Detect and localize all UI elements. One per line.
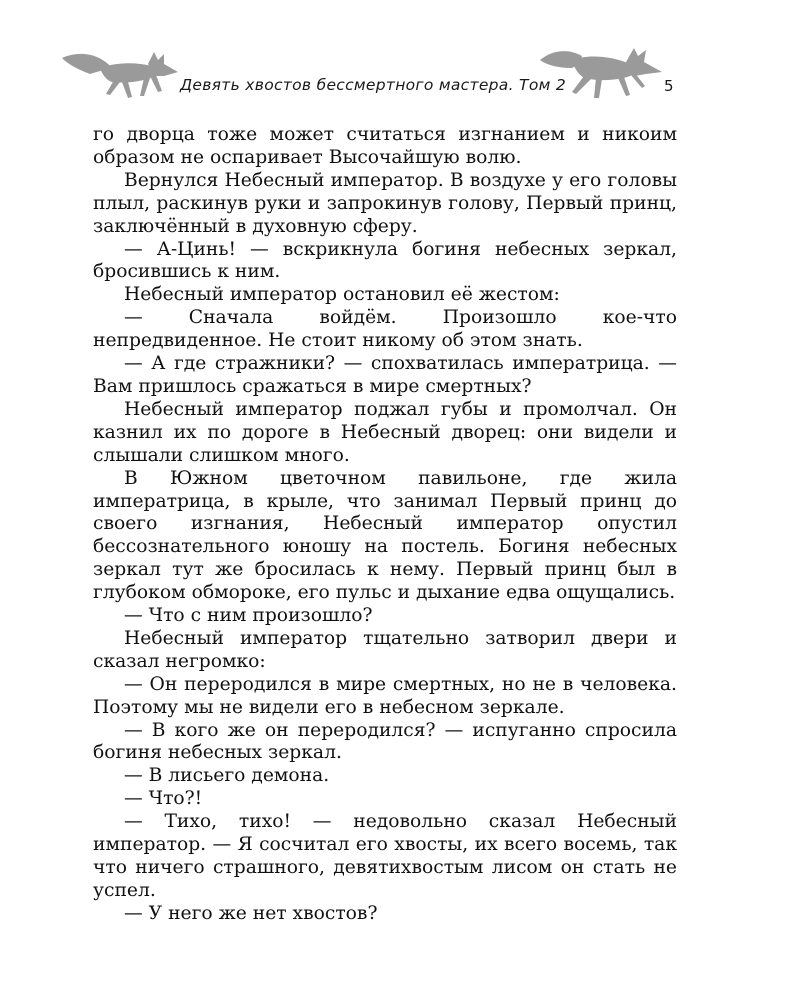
running-title: Девять хвостов бессмертного мастера. Том 2 (180, 76, 566, 94)
fox-icon-right (538, 42, 664, 102)
paragraph: Небесный император остановил её жестом: (124, 284, 560, 306)
paragraph: Вернулся Небесный император. В воздухе у его головы плыл, раскинув руки и запрокинув голову, Первый принц, заключённый в духовную сферу. (93, 169, 677, 237)
paragraph: — У него же нет хвостов? (124, 902, 378, 924)
paragraph: — А-Цинь! — вскрикнула богиня небесных зеркал, бросившись к ним. (93, 238, 677, 283)
paragraph: В Южном цветочном павильоне, где жила императрица, в крыле, что занимал Первый принц до своего изгнания, Небесный император опустил бессознательного юношу на постель. Богиня небесных зеркал тут же бросилась к нему. Первый принц был в глубоком обмороке, его пульс и дыхание едва ощущались. (93, 467, 677, 604)
page-header (0, 0, 800, 120)
paragraph: Небесный император поджал губы и промолчал. Он казнил их по дороге в Небесный дворец: они видели и слышали слишком много. (93, 398, 677, 466)
paragraph: — Сначала войдём. Произошло кое-что непредвиденное. Не стоит никому об этом знать. (93, 307, 677, 352)
paragraph: го дворца тоже может считаться изгнанием и никоим образом не оспаривает Высочайшую волю. (93, 124, 677, 168)
paragraph: — А где стражники? — спохватилась императрица. — Вам пришлось сражаться в мире смертных? (93, 353, 677, 397)
paragraph: — В лисьего демона. (124, 765, 330, 787)
page-number: 5 (664, 77, 674, 95)
paragraph: — Он переродился в мире смертных, но не в человека. Поэтому мы не видели его в небесном зеркале. (93, 673, 677, 718)
paragraph: — В кого же он переродился? — испуганно спросила богиня небесных зеркал. (93, 719, 677, 764)
paragraph: — Что с ним произошло? (124, 605, 373, 627)
fox-icon-left (60, 44, 180, 102)
paragraph: Небесный император тщательно затворил двери и сказал негромко: (93, 627, 677, 672)
paragraph: — Что?! (124, 788, 203, 810)
body-text (93, 124, 677, 926)
paragraph: — Тихо, тихо! — недовольно сказал Небесный император. — Я сосчитал его хвосты, их всего восемь, так что ничего страшного, девятихвостым лисом он стать не успел. (93, 811, 677, 901)
